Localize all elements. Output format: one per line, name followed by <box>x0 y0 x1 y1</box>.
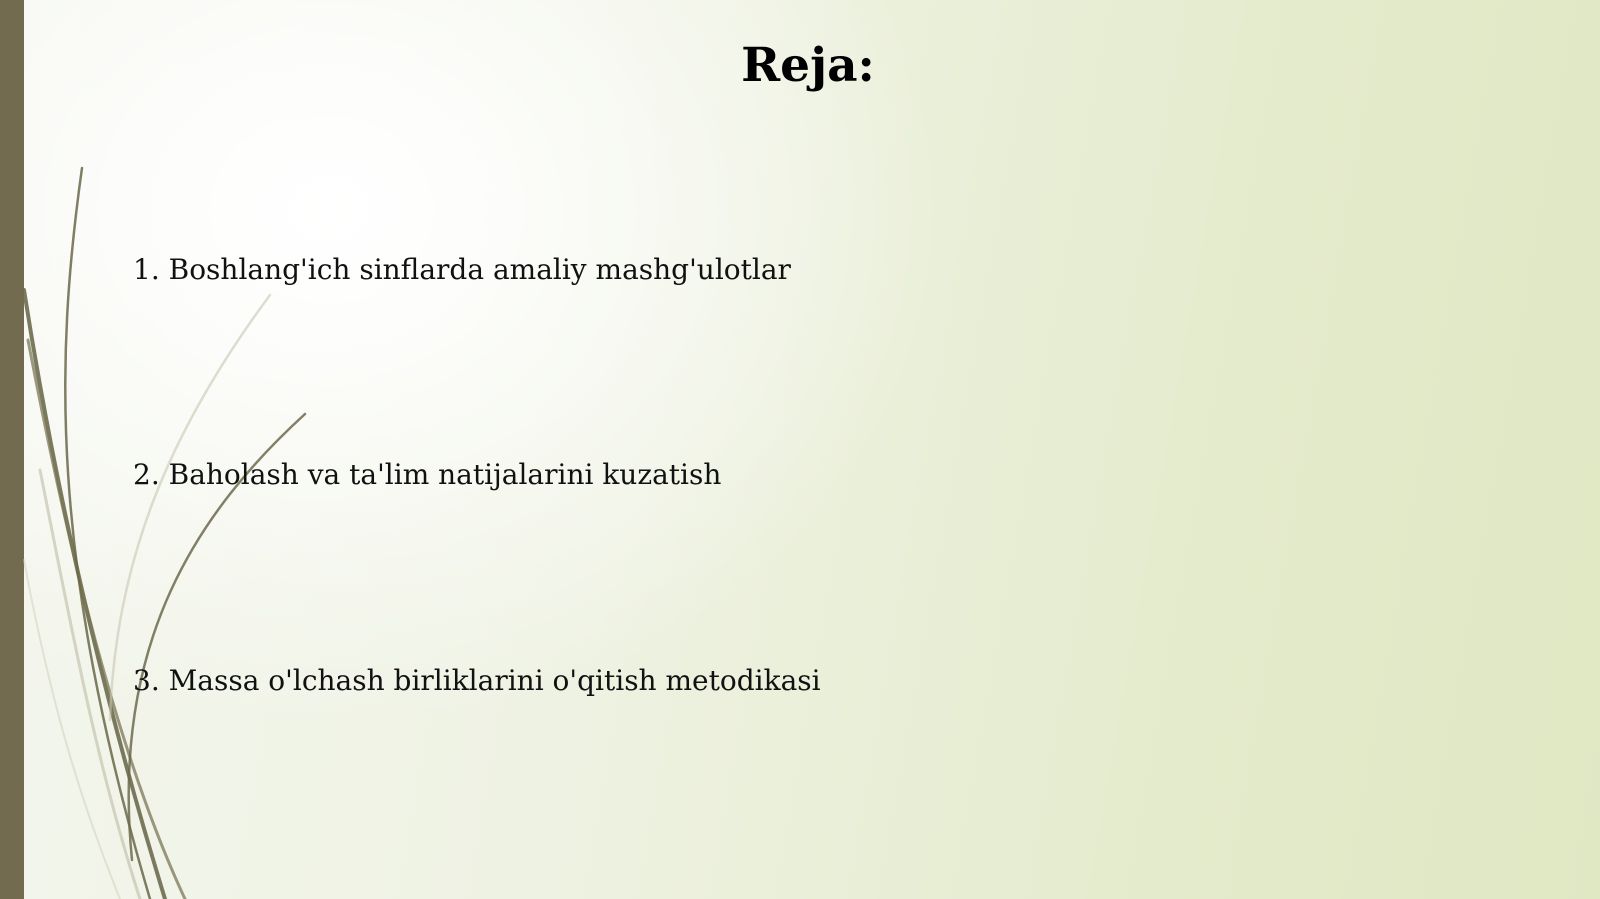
plan-item-1: 1. Boshlang'ich sinflarda amaliy mashg'ulotlar <box>133 253 791 286</box>
slide-title: Reja: <box>741 38 875 93</box>
plan-item-2: 2. Baholash va ta'lim natijalarini kuzatish <box>133 458 722 491</box>
plan-item-3: 3. Massa o'lchash birliklarini o'qitish metodikasi <box>133 664 821 697</box>
